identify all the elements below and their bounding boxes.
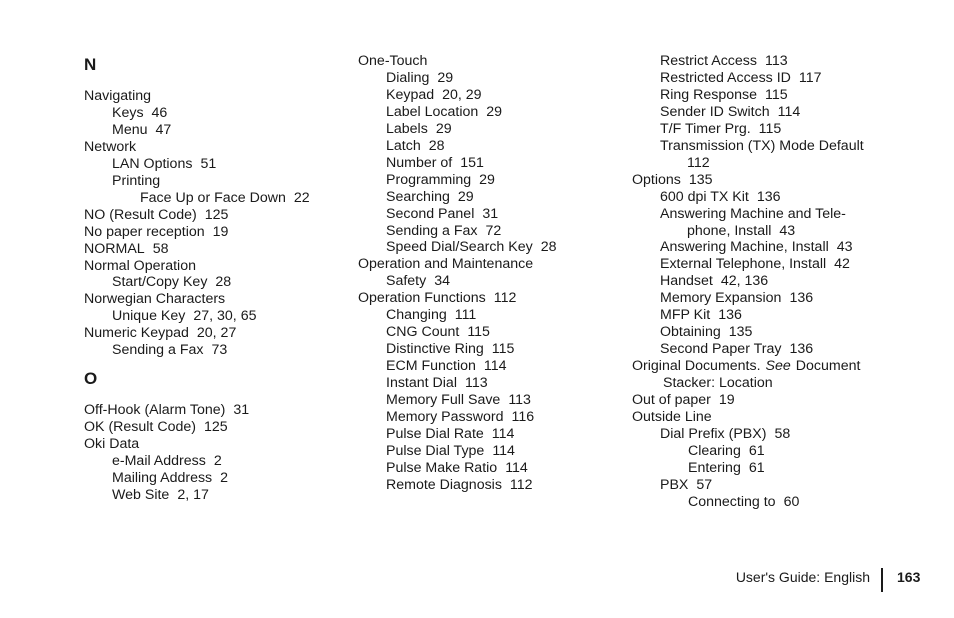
- entry-term: Keypad: [386, 86, 435, 103]
- index-entry: [358, 53, 608, 70]
- index-column-1: [84, 53, 334, 504]
- entry-term: Operation and Maintenance: [358, 256, 534, 273]
- entry-pages: 135: [688, 171, 713, 188]
- entry-term: Pulse Dial Type: [386, 442, 485, 459]
- entry-pages: 29: [486, 103, 503, 120]
- entry-term: Second Paper Tray: [660, 341, 782, 358]
- index-subentry: [112, 274, 334, 291]
- index-subentry: [660, 477, 892, 494]
- entry-term: NO (Result Code): [84, 206, 197, 223]
- entry-term: Answering Machine, Install: [660, 239, 829, 256]
- entry-term: Handset: [660, 273, 713, 290]
- index-subentry: [660, 189, 892, 206]
- index-subentry: [660, 324, 892, 341]
- entry-term: Mailing Address: [112, 470, 213, 487]
- entry-term: Outside Line: [632, 409, 712, 426]
- entry-pages: 125: [204, 206, 229, 223]
- index-subentry: [688, 460, 892, 477]
- entry-term: Unique Key: [112, 308, 186, 325]
- entry-pages: 114: [505, 459, 528, 476]
- entry-term: Answering Machine and Tele-: [660, 205, 846, 222]
- index-entry: [84, 258, 334, 275]
- index-subentry: [386, 87, 608, 104]
- index-entry: [632, 392, 892, 409]
- index-subentry: [660, 121, 892, 138]
- entry-term: Number of: [386, 154, 453, 171]
- index-subentry: [386, 121, 608, 138]
- index-subentry: [386, 477, 608, 494]
- index-subentry: [386, 172, 608, 189]
- index-subentry: [386, 307, 608, 324]
- index-subentry: [660, 307, 892, 324]
- index-subentry: [386, 358, 608, 375]
- entry-term: CNG Count: [386, 324, 460, 341]
- entry-term: Face Up or Face Down: [140, 189, 286, 206]
- entry-pages: 28: [428, 137, 445, 154]
- index-subentry: [660, 206, 892, 223]
- entry-term: Latch: [386, 137, 421, 154]
- entry-pages: 2: [220, 470, 229, 487]
- entry-pages: 135: [728, 324, 753, 341]
- entry-term: Distinctive Ring: [386, 341, 484, 358]
- footer-guide-label: User's Guide: English: [735, 569, 870, 585]
- index-subentry: [687, 155, 892, 172]
- index-subentry: [112, 470, 334, 487]
- index-entry: [84, 325, 334, 342]
- entry-term: T/F Timer Prg.: [660, 120, 751, 137]
- entry-term: Stacker: Location: [663, 375, 773, 392]
- entry-term: Changing: [386, 307, 447, 324]
- entry-term: Speed Dial/Search Key: [386, 239, 533, 256]
- entry-term: Operation Functions: [358, 290, 486, 307]
- index-subentry: [386, 189, 608, 206]
- entry-pages: 73: [211, 342, 228, 359]
- entry-pages: 60: [783, 493, 800, 510]
- index-subentry: [386, 341, 608, 358]
- entry-pages: 20, 27: [196, 325, 237, 342]
- entry-term: Pulse Make Ratio: [386, 459, 498, 476]
- index-entry: [84, 241, 334, 258]
- index-entry: [84, 139, 334, 156]
- entry-pages: 2, 17: [177, 487, 209, 504]
- index-subentry: [386, 409, 608, 426]
- entry-term: Off-Hook (Alarm Tone): [84, 402, 226, 419]
- entry-pages: 28: [215, 274, 232, 291]
- entry-pages: 113: [464, 375, 488, 392]
- entry-pages: 136: [789, 341, 814, 358]
- index-entry: [632, 358, 892, 375]
- entry-pages: 115: [765, 86, 788, 103]
- entry-pages: 114: [491, 425, 515, 442]
- entry-pages: 46: [151, 104, 168, 121]
- index-entry: [632, 409, 892, 426]
- entry-term: 112: [687, 154, 710, 171]
- index-subentry: [112, 173, 334, 190]
- entry-pages: 136: [756, 188, 781, 205]
- entry-pages: 27, 30, 65: [193, 308, 257, 325]
- entry-term: Numeric Keypad: [84, 325, 189, 342]
- entry-pages: 58: [774, 425, 791, 442]
- entry-term: Options: [632, 171, 681, 188]
- entry-term: Memory Password: [386, 409, 504, 426]
- index-subentry: [386, 70, 608, 87]
- entry-pages: 117: [798, 69, 822, 86]
- entry-term: Sending a Fax: [386, 222, 478, 239]
- index-subentry: [386, 324, 608, 341]
- entry-pages: 115: [491, 341, 515, 358]
- entry-pages: 29: [479, 171, 495, 188]
- entry-term: Dialing: [386, 69, 430, 86]
- index-subentry: [112, 453, 334, 470]
- index-entry: [84, 291, 334, 308]
- entry-term: Keys: [112, 104, 144, 121]
- index-column-3: [632, 53, 892, 511]
- index-subentry: [688, 443, 892, 460]
- entry-term: 600 dpi TX Kit: [660, 188, 749, 205]
- entry-pages: 151: [460, 154, 484, 171]
- entry-term: Second Panel: [386, 205, 475, 222]
- index-subentry: [112, 105, 334, 122]
- index-subentry: [386, 239, 608, 256]
- entry-pages: 113: [764, 53, 788, 69]
- entry-pages: 114: [492, 442, 515, 459]
- index-subentry: [660, 256, 892, 273]
- entry-term: Ring Response: [660, 86, 758, 103]
- index-subentry: [386, 104, 608, 121]
- index-subentry: [386, 426, 608, 443]
- index-entry: [84, 88, 334, 105]
- entry-term: Original Documents.: [632, 358, 761, 375]
- entry-pages: 114: [483, 358, 507, 375]
- index-subentry: [386, 460, 608, 477]
- entry-term: PBX: [660, 476, 689, 493]
- entry-term: Menu: [112, 121, 148, 138]
- entry-term: Network: [84, 138, 137, 155]
- index-subentry: [386, 273, 608, 290]
- entry-term: OK (Result Code): [84, 419, 196, 436]
- entry-term: Transmission (TX) Mode Default: [660, 137, 864, 154]
- entry-pages: 42, 136: [720, 273, 769, 290]
- entry-term: e-Mail Address: [112, 453, 206, 470]
- entry-term: Remote Diagnosis: [386, 476, 502, 493]
- entry-term: Labels: [386, 120, 428, 137]
- entry-pages: 112: [493, 290, 517, 307]
- entry-term: Restrict Access: [660, 53, 757, 69]
- index-subentry: [386, 392, 608, 409]
- index-subentry: [112, 156, 334, 173]
- entry-term: Programming: [386, 171, 472, 188]
- entry-term: Oki Data: [84, 436, 140, 453]
- entry-pages: 112: [509, 476, 533, 493]
- entry-term: Instant Dial: [386, 375, 457, 392]
- index-column-2: [358, 53, 608, 494]
- entry-pages: 43: [836, 239, 853, 256]
- entry-pages: 34: [434, 273, 451, 290]
- footer-divider: [881, 568, 883, 592]
- entry-pages: 22: [293, 189, 310, 206]
- index-subentry: [660, 53, 892, 70]
- entry-pages: 136: [789, 290, 814, 307]
- entry-pages: 125: [203, 419, 228, 436]
- entry-term: Restricted Access ID: [660, 69, 791, 86]
- entry-pages: 47: [155, 121, 172, 138]
- entry-term: Memory Full Save: [386, 392, 501, 409]
- entry-term: Obtaining: [660, 324, 721, 341]
- entry-pages: 115: [758, 120, 782, 137]
- index-subentry: [660, 426, 892, 443]
- entry-pages: 51: [200, 155, 217, 172]
- index-subentry: [386, 155, 608, 172]
- entry-term: Printing: [112, 172, 161, 189]
- index-entry: [84, 419, 334, 436]
- index-subentry: [660, 290, 892, 307]
- entry-term: Label Location: [386, 103, 479, 120]
- entry-pages: 31: [482, 205, 499, 222]
- index-subentry: [386, 206, 608, 223]
- index-entry: [84, 436, 334, 453]
- entry-term: MFP Kit: [660, 307, 711, 324]
- page-footer: [0, 568, 954, 594]
- index-entry: [358, 290, 608, 307]
- entry-pages: 29: [457, 188, 474, 205]
- see-reference: See: [765, 358, 791, 375]
- index-subentry: [660, 273, 892, 290]
- index-subentry: [660, 341, 892, 358]
- entry-pages: 61: [748, 442, 765, 459]
- entry-pages: 19: [718, 392, 735, 409]
- index-subentry: [386, 443, 608, 460]
- entry-term: External Telephone, Install: [660, 256, 827, 273]
- entry-term: Dial Prefix (PBX): [660, 425, 767, 442]
- entry-term: No paper reception: [84, 223, 205, 240]
- section-letter: N: [84, 55, 97, 74]
- entry-term: phone, Install: [687, 222, 772, 239]
- entry-pages: 57: [696, 476, 713, 493]
- entry-term: Start/Copy Key: [112, 274, 208, 291]
- entry-term: Out of paper: [632, 392, 711, 409]
- index-subentry: [660, 104, 892, 121]
- index-entry: [84, 207, 334, 224]
- entry-term: LAN Options: [112, 155, 193, 172]
- entry-term: Safety: [386, 273, 427, 290]
- entry-pages: 28: [540, 239, 557, 256]
- index-subentry: [687, 223, 892, 240]
- entry-pages: 29: [437, 69, 454, 86]
- entry-term: Normal Operation: [84, 257, 196, 274]
- entry-pages: 136: [718, 307, 742, 324]
- entry-term: Pulse Dial Rate: [386, 425, 484, 442]
- entry-pages: 20, 29: [442, 86, 482, 103]
- page-number: 163: [897, 569, 921, 585]
- entry-term: Clearing: [688, 442, 741, 459]
- index-subentry: [112, 308, 334, 325]
- entry-pages: 111: [454, 307, 477, 324]
- index-entry: [663, 375, 892, 392]
- index-subentry: [660, 239, 892, 256]
- entry-pages: 114: [777, 103, 801, 120]
- entry-pages: 31: [233, 402, 250, 419]
- index-subentry: [386, 375, 608, 392]
- entry-term: NORMAL: [84, 240, 145, 257]
- entry-term: Memory Expansion: [660, 290, 782, 307]
- index-entry: [84, 402, 334, 419]
- entry-pages: 72: [485, 222, 502, 239]
- entry-term: Sender ID Switch: [660, 103, 770, 120]
- section-letter: O: [84, 369, 98, 389]
- entry-pages: 58: [152, 240, 169, 257]
- entry-pages: 43: [779, 222, 796, 239]
- index-subentry: [386, 223, 608, 240]
- entry-term: Navigating: [84, 88, 152, 104]
- entry-term: Norwegian Characters: [84, 291, 226, 308]
- index-subentry: [112, 342, 334, 359]
- index-entry: [358, 256, 608, 273]
- index-subentry: [386, 138, 608, 155]
- entry-pages: 115: [467, 324, 490, 341]
- index-entry: [84, 224, 334, 241]
- index-subentry: [112, 487, 334, 504]
- index-subentry: [140, 190, 334, 207]
- entry-pages: 42: [834, 256, 850, 273]
- index-subentry: [660, 87, 892, 104]
- index-subentry: [112, 122, 334, 139]
- entry-term: ECM Function: [386, 358, 476, 375]
- entry-term: Connecting to: [688, 493, 776, 510]
- entry-pages: 19: [212, 223, 229, 240]
- entry-pages: 61: [748, 459, 765, 476]
- entry-term: One-Touch: [358, 53, 428, 69]
- entry-term: Entering: [688, 459, 741, 476]
- entry-term: Sending a Fax: [112, 342, 204, 359]
- index-entry: [632, 172, 892, 189]
- entry-term: Web Site: [112, 487, 170, 504]
- entry-pages: 116: [511, 409, 535, 426]
- index-subentry: [660, 70, 892, 87]
- entry-pages: 113: [508, 392, 531, 409]
- see-target: Document: [795, 358, 861, 375]
- index-subentry: [688, 494, 892, 511]
- entry-pages: 2: [213, 453, 222, 470]
- entry-pages: 29: [435, 120, 452, 137]
- entry-term: Searching: [386, 188, 450, 205]
- index-subentry: [660, 138, 892, 155]
